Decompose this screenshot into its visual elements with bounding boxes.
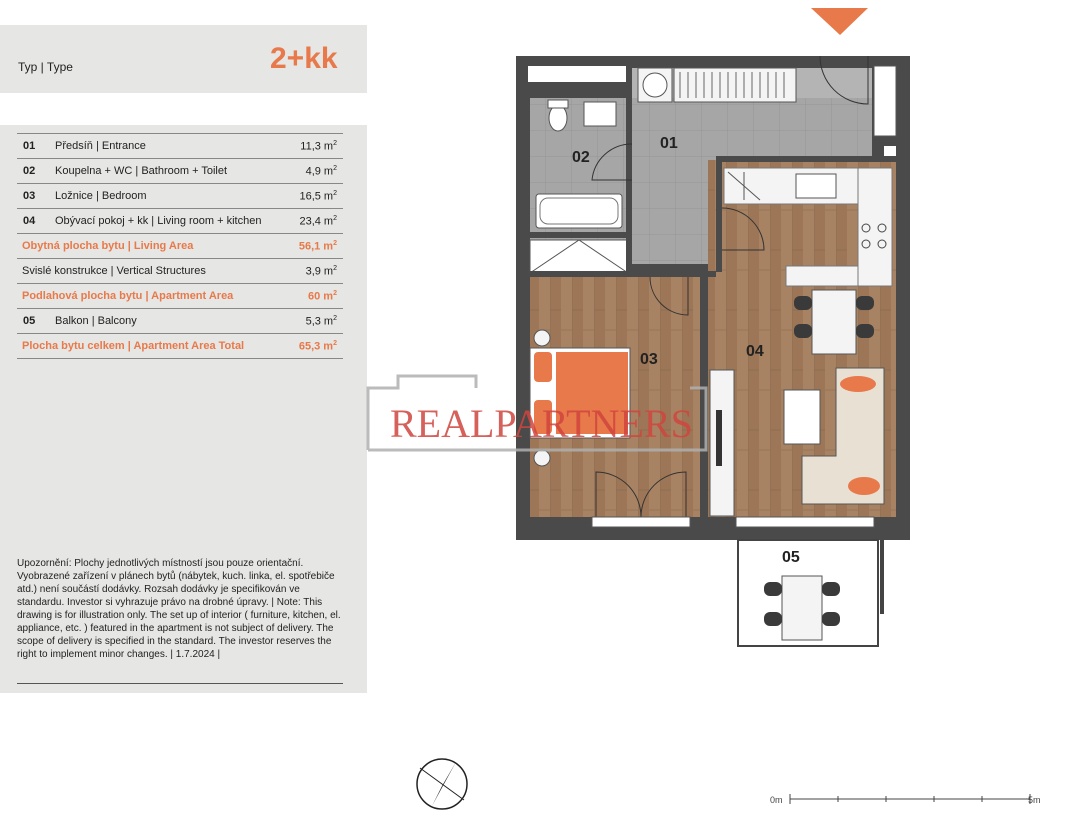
area-value: 4,9 m xyxy=(305,165,334,178)
room-number: 02 xyxy=(17,159,55,184)
window-top xyxy=(528,66,626,82)
kitchen-counter-side xyxy=(858,168,892,286)
area-value: 23,4 m xyxy=(299,215,334,228)
room-name: Obývací pokoj + kk | Living room + kitchen xyxy=(55,209,292,234)
bedroom-wardrobe xyxy=(530,240,628,273)
room-number: 01 xyxy=(17,134,55,159)
disclaimer-note: Upozornění: Plochy jednotlivých místností jsou pouze orientační. Vyobrazené zařízení v plánech bytů (nábytek, kuch. linka, el. spotřebiče atd.) není součástí dodávky. Rozsah dodávky je specifikován ve standardu. Investor si vyhrazuje právo na drobné úpravy. | Note: This drawing is for illustration only. The set up of interior ( furniture, kitchen, el. appliance, etc. ) featured in the apartment is not subject of delivery. The scope of delivery is specified in the standard. The investor reserves the right to implement minor changes. | 1.7.2024 | xyxy=(17,558,341,660)
area-value: 3,9 m xyxy=(305,265,334,278)
room-name: Balkon | Balcony xyxy=(55,309,292,334)
washbasin-icon xyxy=(584,102,616,126)
kitchen-island xyxy=(786,266,858,286)
dining-table xyxy=(812,290,856,354)
area-value: 60 m xyxy=(308,290,334,303)
area-unit-exponent: 2 xyxy=(333,239,337,247)
type-label: Typ | Type xyxy=(18,60,73,74)
area-value: 16,5 m xyxy=(299,190,334,203)
area-unit-exponent: 2 xyxy=(333,339,337,347)
area-unit-exponent: 2 xyxy=(333,189,337,197)
bathtub-icon xyxy=(536,194,622,228)
type-value: 2+kk xyxy=(270,42,338,75)
area-unit-exponent: 2 xyxy=(333,139,337,147)
area-value: 5,3 m xyxy=(305,315,334,328)
summary-name: Svislé konstrukce | Vertical Structures xyxy=(17,259,292,284)
room-label-03: 03 xyxy=(640,351,658,368)
area-unit-exponent: 2 xyxy=(333,164,337,172)
room-name: Předsíň | Entrance xyxy=(55,134,292,159)
room-label-02: 02 xyxy=(572,149,590,166)
room-number: 03 xyxy=(17,184,55,209)
wardrobe xyxy=(674,68,796,102)
entrance-floor-lower xyxy=(632,156,716,264)
watermark-text: REALPARTNERS xyxy=(390,401,693,446)
room-name: Koupelna + WC | Bathroom + Toilet xyxy=(55,159,292,184)
balcony-table xyxy=(782,576,822,640)
nightstand-lamp-icon xyxy=(534,330,550,346)
kitchen-sink-icon xyxy=(796,174,836,198)
room-label-01: 01 xyxy=(660,135,678,152)
summary-name: Podlahová plocha bytu | Apartment Area xyxy=(17,284,292,309)
room-name: Ložnice | Bedroom xyxy=(55,184,292,209)
room-label-04: 04 xyxy=(746,343,764,360)
scale-end: 5m xyxy=(1028,795,1041,805)
area-value: 11,3 m xyxy=(300,140,334,153)
toilet-icon xyxy=(549,105,567,131)
summary-name: Plocha bytu celkem | Apartment Area Total xyxy=(17,334,292,359)
room-number: 04 xyxy=(17,209,55,234)
area-value: 56,1 m xyxy=(298,240,334,253)
north-arrow-icon xyxy=(417,759,467,809)
area-unit-exponent: 2 xyxy=(333,314,337,322)
scale-start: 0m xyxy=(770,795,783,805)
area-unit-exponent: 2 xyxy=(333,264,337,272)
room-label-05: 05 xyxy=(782,549,800,566)
entrance-arrow-icon xyxy=(811,8,868,35)
area-unit-exponent: 2 xyxy=(333,289,337,297)
summary-name: Obytná plocha bytu | Living Area xyxy=(17,234,292,259)
coffee-table xyxy=(784,390,820,444)
scale-bar xyxy=(770,794,1041,805)
room-number: 05 xyxy=(17,309,55,334)
shaft xyxy=(874,66,896,136)
area-value: 65,3 m xyxy=(298,340,334,353)
area-unit-exponent: 2 xyxy=(333,214,337,222)
